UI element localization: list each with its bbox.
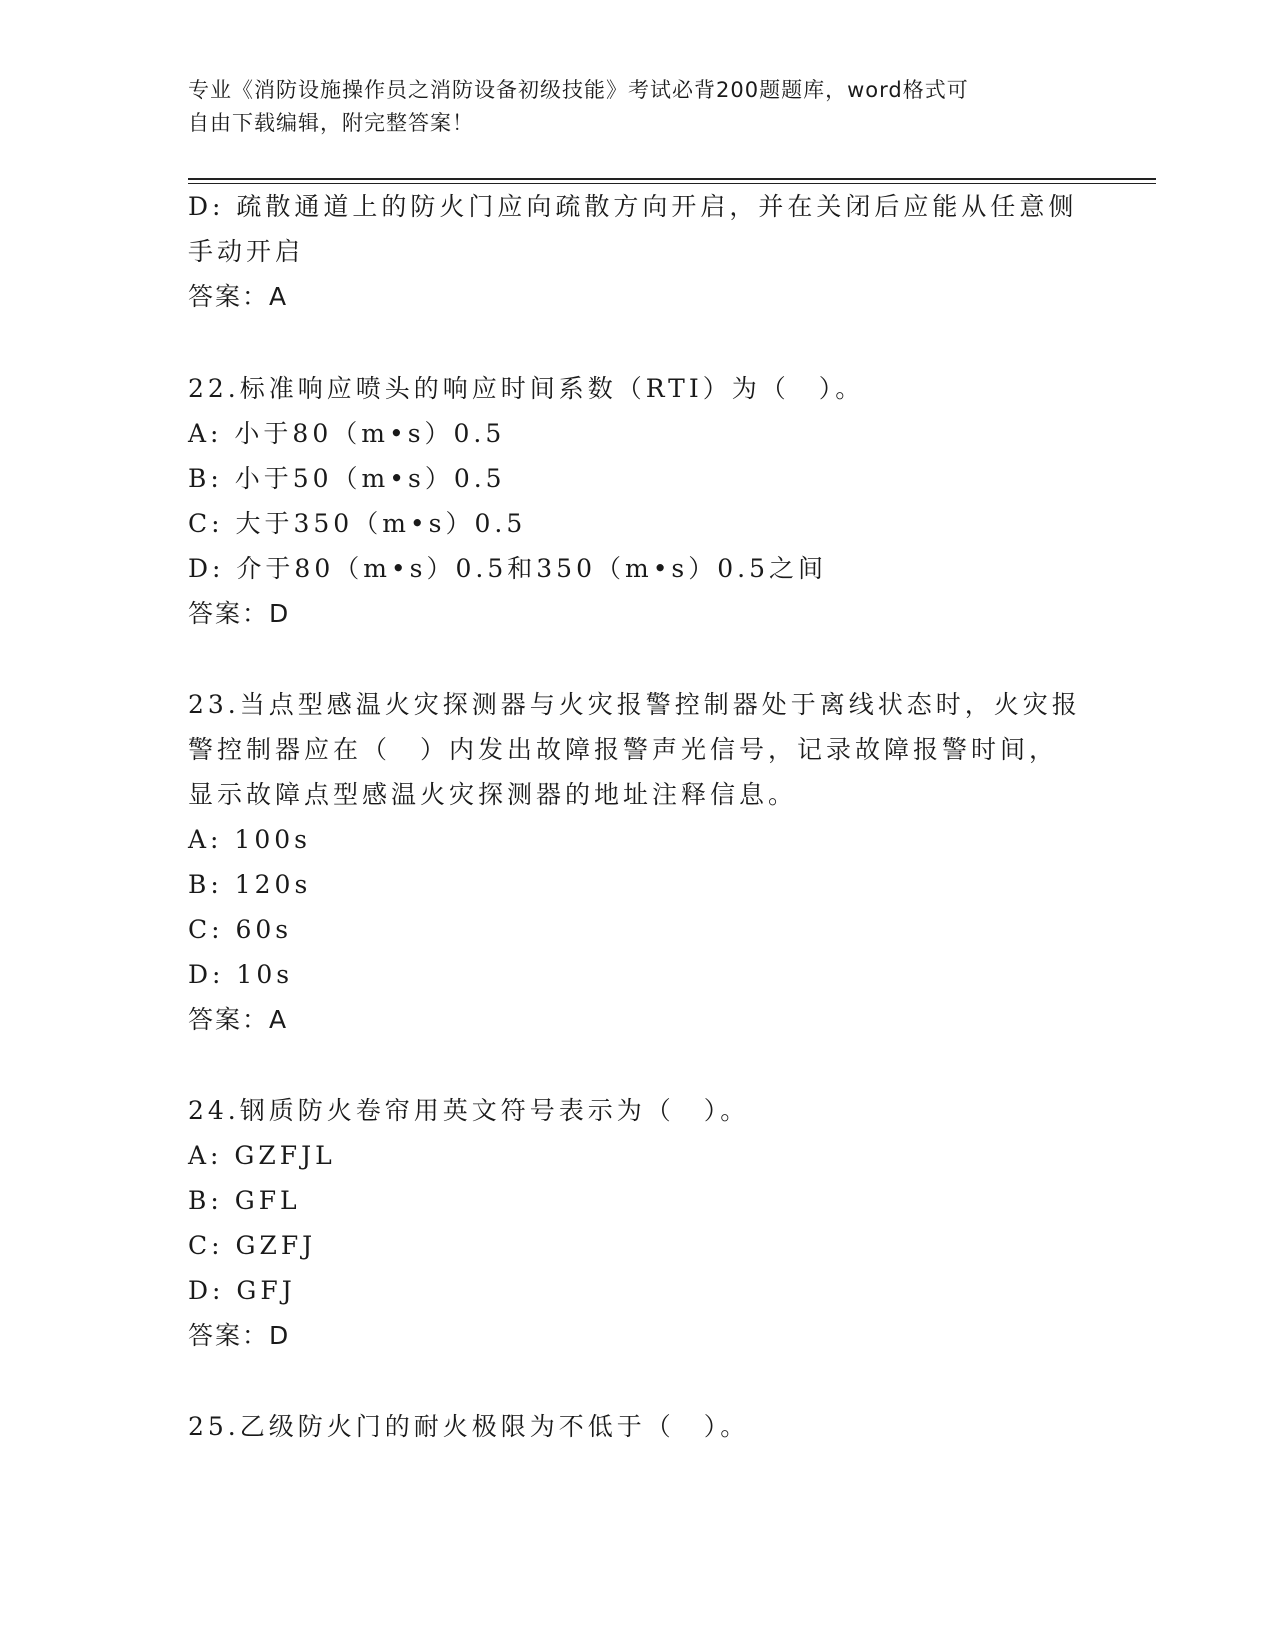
- header-title-line-2: 自由下载编辑，附完整答案！: [188, 111, 474, 135]
- prev-option-d-line-1: D: 疏散通道上的防火门应向疏散方向开启，并在关闭后应能从任意侧: [188, 192, 1078, 221]
- q24-stem: 24.钢质防火卷帘用英文符号表示为（ ）。: [188, 1096, 750, 1125]
- q23-option-b: B: 120s: [188, 870, 312, 899]
- q24-option-d: D: GFJ: [188, 1276, 296, 1305]
- prev-option-d-line-2: 手动开启: [188, 237, 305, 266]
- q23-stem-line-3: 显示故障点型感温火灾探测器的地址注释信息。: [188, 780, 798, 809]
- q23-option-a: A: 100s: [188, 825, 311, 854]
- q22-stem: 22.标准响应喷头的响应时间系数（RTI）为（ ）。: [188, 374, 865, 403]
- q23-answer: 答案：A: [188, 1005, 289, 1034]
- q22-option-d: D: 介于80（m•s）0.5和350（m•s）0.5之间: [188, 554, 828, 583]
- q24-option-a: A: GZFJL: [188, 1141, 336, 1170]
- header-title-line-1: 专业《消防设施操作员之消防设备初级技能》考试必背200题题库，word格式可: [188, 78, 969, 102]
- q22-option-a: A: 小于80（m•s）0.5: [188, 419, 506, 448]
- q24-answer: 答案：D: [188, 1321, 291, 1350]
- header-rule-thin: [188, 183, 1156, 184]
- q22-answer: 答案：D: [188, 599, 291, 628]
- q25-stem: 25.乙级防火门的耐火极限为不低于（ ）。: [188, 1412, 750, 1441]
- q23-option-c: C: 60s: [188, 915, 293, 944]
- q23-option-d: D: 10s: [188, 960, 294, 989]
- q24-option-b: B: GFL: [188, 1186, 301, 1215]
- header-rule-thick: [188, 178, 1156, 180]
- document-header: [188, 74, 1088, 140]
- q22-option-b: B: 小于50（m•s）0.5: [188, 464, 506, 493]
- q23-stem-line-1: 23.当点型感温火灾探测器与火灾报警控制器处于离线状态时，火灾报: [188, 690, 1081, 719]
- prev-answer: 答案：A: [188, 282, 289, 311]
- q22-option-c: C: 大于350（m•s）0.5: [188, 509, 527, 538]
- q23-stem-line-2: 警控制器应在（ ）内发出故障报警声光信号，记录故障报警时间，: [188, 735, 1059, 764]
- q24-option-c: C: GZFJ: [188, 1231, 317, 1260]
